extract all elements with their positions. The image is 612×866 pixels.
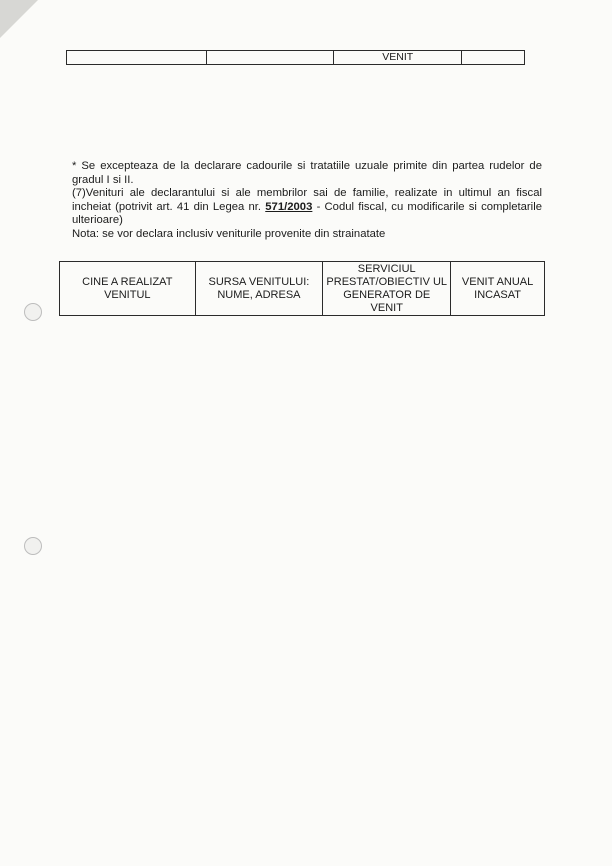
top-header-blank-4 — [462, 51, 525, 65]
punch-hole-bottom — [24, 537, 42, 555]
top-header-venit: VENIT — [334, 51, 462, 65]
income-table-header — [60, 262, 545, 316]
top-header-blank-1 — [67, 51, 207, 65]
law-number: 571/2003 — [265, 200, 313, 213]
scan-shadow-corner — [0, 0, 38, 38]
header-service: SERVICIUL PRESTAT/OBIECTIV UL GENERATOR DE VENIT — [323, 262, 451, 316]
punch-hole-top — [24, 303, 42, 321]
note-foreign-income: Nota: se vor declara inclusiv veniturile provenite din strainatate — [72, 227, 386, 240]
income-table — [59, 261, 545, 316]
header-source: SURSA VENITULUI: NUME, ADRESA — [195, 262, 323, 316]
note-gifts-exception: * Se excepteaza de la declarare cadourile si tratatiile uzuale primite din partea rudelor de gradul I si II. — [72, 160, 542, 186]
note-income-prefix: (7)Venituri ale declarantului si ale membrilor sai de familie, realizate in ultimul an fiscal incheiat (potrivit art. 41 din Legea nr. — [72, 187, 542, 213]
note-income-suffix: - Codul fiscal, cu modificarile si completarile ulterioare) — [72, 200, 542, 226]
top-header-blank-2 — [206, 51, 334, 65]
note-income-section-7 — [72, 187, 542, 228]
top-income-table — [66, 50, 525, 65]
declaration-notes — [72, 160, 542, 241]
header-annual-income: VENIT ANUAL INCASAT — [451, 262, 545, 316]
header-who: CINE A REALIZAT VENITUL — [60, 262, 196, 316]
